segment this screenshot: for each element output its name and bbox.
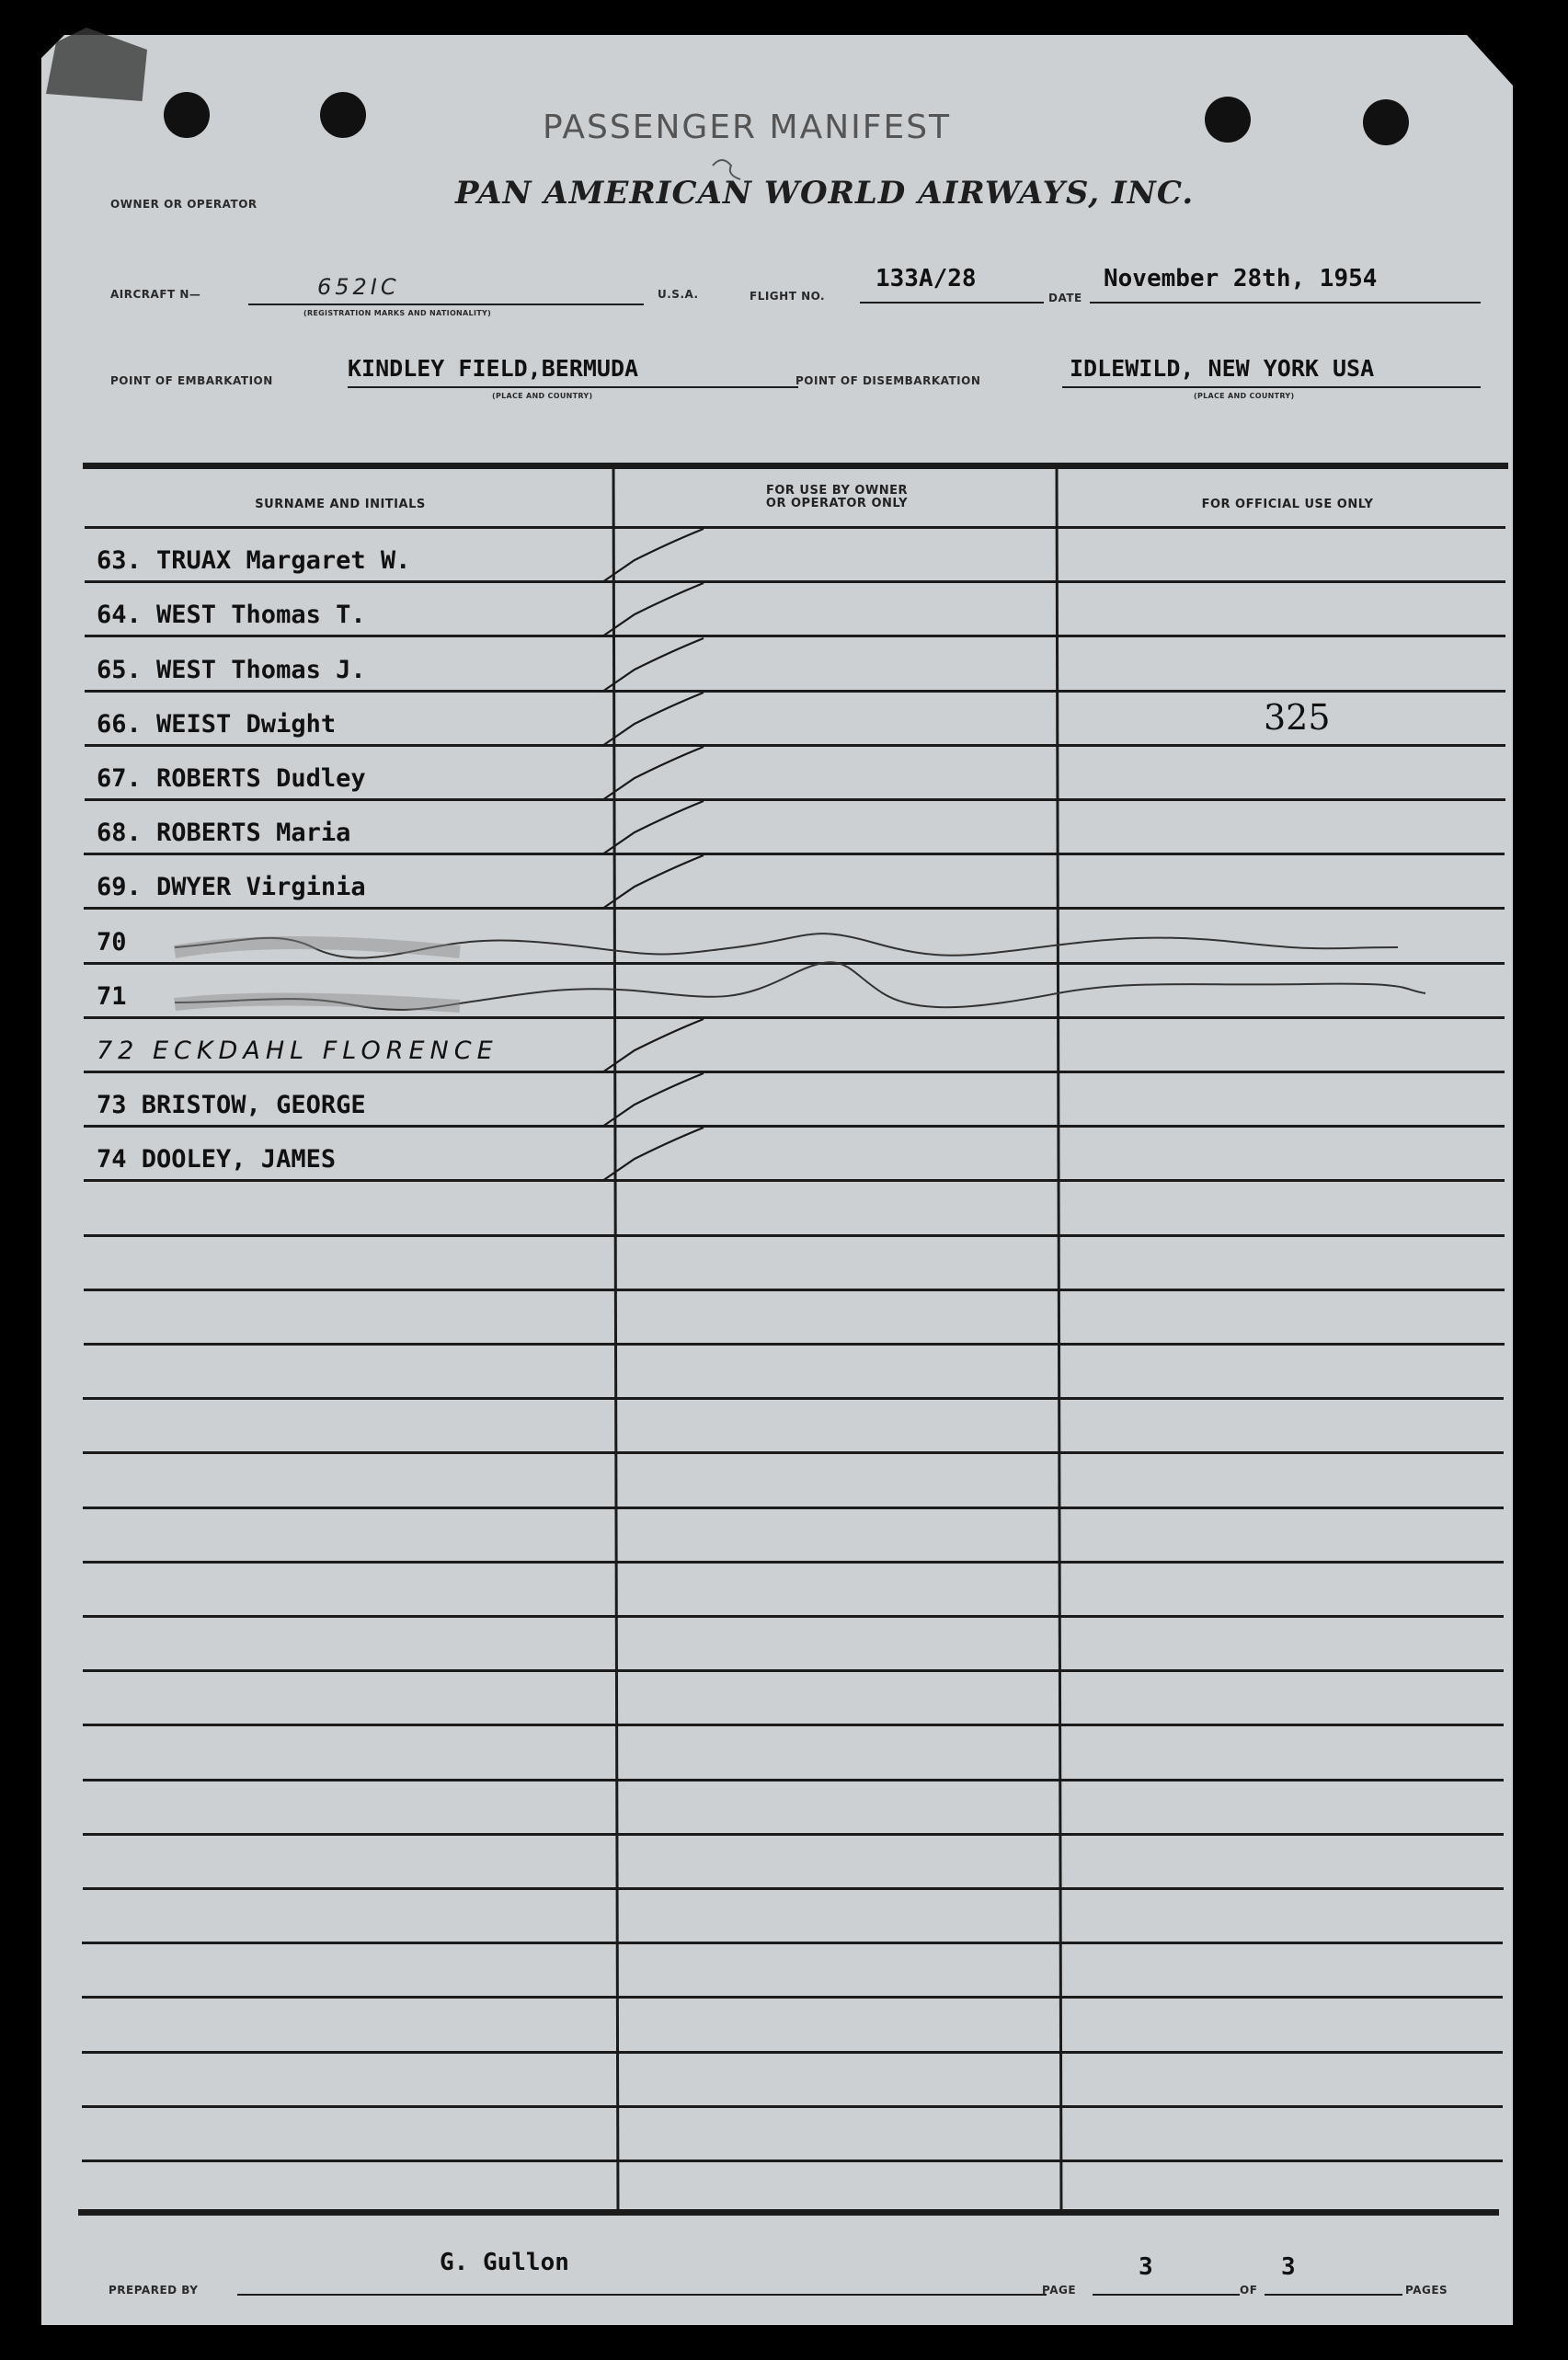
of-label: OF [1240, 2284, 1258, 2297]
disembarkation-value: IDLEWILD, NEW YORK USA [1070, 355, 1375, 382]
checkmark [602, 855, 704, 909]
col-official-header: FOR OFFICIAL USE ONLY [1201, 498, 1374, 511]
pages-value: 3 [1281, 2253, 1296, 2281]
checkmark [602, 1019, 704, 1072]
passenger-row: 73 BRISTOW, GEORGE [97, 1091, 366, 1119]
smudge-row-71 [175, 999, 460, 1006]
disembarkation-label: POINT OF DISEMBARKATION [795, 374, 981, 387]
handwritten-mark-top [713, 160, 740, 179]
usa-label: U.S.A. [658, 288, 699, 301]
owner-operator-label: OWNER OR OPERATOR [110, 198, 258, 211]
col-surname-header: SURNAME AND INITIALS [255, 498, 426, 511]
prepared-underline [237, 2294, 1047, 2296]
passenger-row: 74 DOOLEY, JAMES [97, 1145, 337, 1174]
passenger-row: 66. WEIST Dwight [97, 710, 337, 739]
checkmark [602, 693, 704, 746]
passenger-row: 67. ROBERTS Dudley [97, 764, 366, 793]
passenger-row: 69. DWYER Virginia [97, 873, 366, 901]
pages-underline [1265, 2294, 1402, 2296]
aircraft-sublabel: (REGISTRATION MARKS AND NATIONALITY) [303, 309, 492, 317]
page-underline [1093, 2294, 1240, 2296]
date-label: DATE [1048, 292, 1082, 304]
date-value: November 28th, 1954 [1104, 265, 1378, 292]
form-title: PASSENGER MANIFEST [543, 109, 952, 146]
passenger-row: 65. WEST Thomas J. [97, 656, 366, 684]
page-label: PAGE [1042, 2284, 1077, 2297]
checkmarks [602, 529, 704, 1181]
checkmark [602, 801, 704, 854]
company-name: PAN AMERICAN WORLD AIRWAYS, INC. [455, 175, 1195, 212]
checkmark [602, 747, 704, 800]
checkmark [602, 638, 704, 692]
flight-no-label: FLIGHT NO. [750, 290, 826, 303]
prepared-by-value: G. Gullon [440, 2249, 569, 2276]
checkmark [602, 583, 704, 636]
col-owner-header-line2: OR OPERATOR ONLY [765, 497, 909, 510]
passenger-row: 64. WEST Thomas T. [97, 601, 366, 629]
aircraft-label: AIRCRAFT N— [110, 288, 201, 301]
page-value: 3 [1139, 2253, 1153, 2281]
aircraft-value: 652IC [317, 274, 400, 300]
smudge-row-70 [175, 943, 460, 952]
embarkation-label: POINT OF EMBARKATION [110, 374, 273, 387]
passenger-row: 63. TRUAX Margaret W. [97, 546, 411, 575]
table-bottom-rule [78, 2209, 1499, 2216]
checkmark [602, 529, 704, 582]
passenger-row: 68. ROBERTS Maria [97, 819, 351, 847]
checkmark [602, 1073, 704, 1127]
passenger-row: 71 [97, 982, 127, 1011]
flight-no-value: 133A/28 [876, 265, 977, 292]
col-owner-header-line1: FOR USE BY OWNER [765, 484, 909, 498]
prepared-by-label: PREPARED BY [109, 2284, 199, 2297]
embarkation-value: KINDLEY FIELD,BERMUDA [348, 355, 639, 382]
official-use-number: 325 [1264, 697, 1331, 738]
disembarkation-sublabel: (PLACE AND COUNTRY) [1194, 392, 1295, 400]
passenger-row: 72 ECKDAHL FLORENCE [97, 1037, 498, 1065]
checkmark [602, 1128, 704, 1181]
pages-label: PAGES [1405, 2284, 1448, 2297]
embarkation-sublabel: (PLACE AND COUNTRY) [492, 392, 593, 400]
passenger-row: 70 [97, 928, 127, 957]
